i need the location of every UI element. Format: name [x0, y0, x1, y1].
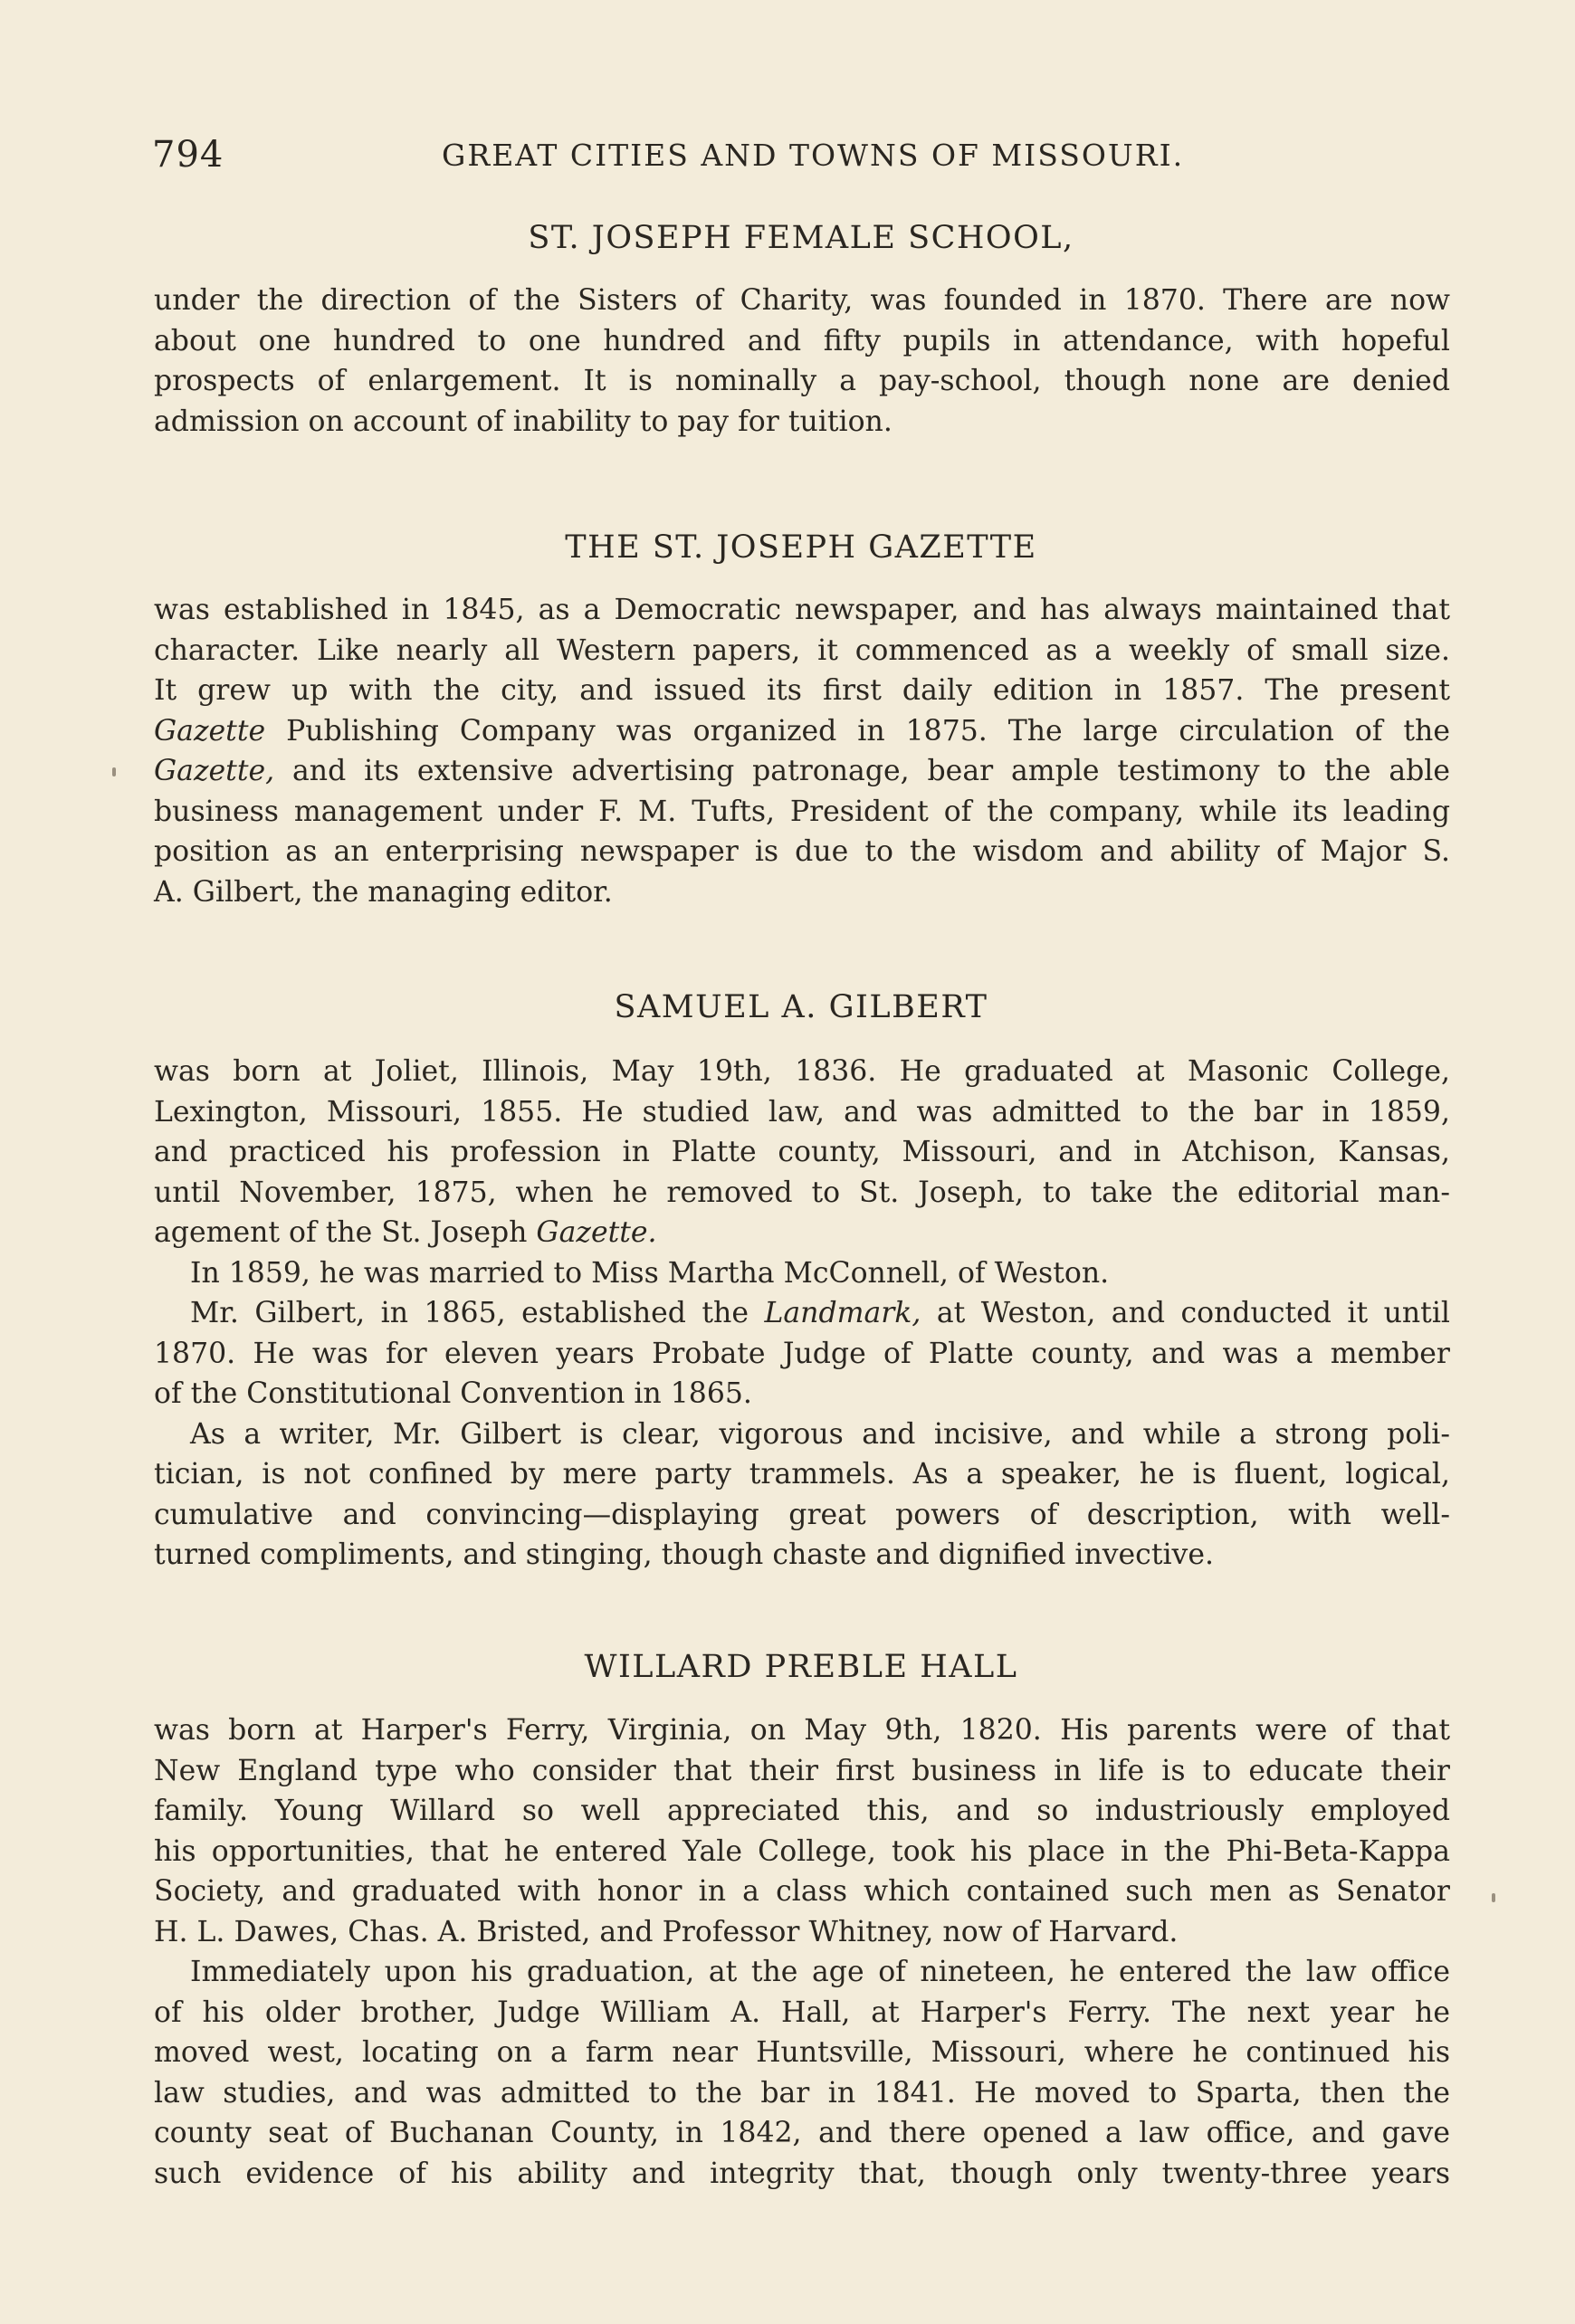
- text-line: of his older brother, Judge William A. Hall, at Harper's Ferry. The next year he: [154, 1995, 1450, 2029]
- text-line: Immediately upon his graduation, at the age of nineteen, he entered the law office: [190, 1956, 1450, 1988]
- text-line: cumulative and convincing—displaying great powers of description, with well-: [154, 1498, 1450, 1531]
- italic-title: Landmark,: [764, 1297, 921, 1329]
- text-line: and practiced his profession in Platte county, Missouri, and in Atchison, Kansas,: [154, 1136, 1450, 1168]
- page-header: [152, 134, 1456, 188]
- page-number: 794: [152, 134, 224, 176]
- text-line: was born at Joliet, Illinois, May 19th, 1836. He graduated at Masonic College,: [154, 1055, 1450, 1088]
- text-line: his opportunities, that he entered Yale College, took his place in the Phi-Beta-Kappa: [154, 1834, 1450, 1868]
- running-title: GREAT CITIES AND TOWNS OF MISSOURI.: [442, 138, 1185, 173]
- paragraph-gazette: [154, 590, 1450, 912]
- text-line: It grew up with the city, and issued its first daily edition in 1857. The present: [154, 674, 1450, 707]
- text-line: was born at Harper's Ferry, Virginia, on May 9th, 1820. His parents were of that: [154, 1714, 1450, 1747]
- text-line: As a writer, Mr. Gilbert is clear, vigorous and incisive, and while a strong poli-: [190, 1417, 1450, 1451]
- section-heading-gazette: THE ST. JOSEPH GAZETTE: [565, 529, 1037, 566]
- text-line: tician, is not confined by mere party trammels. As a speaker, he is fluent, logical,: [154, 1458, 1450, 1491]
- text-line: prospects of enlargement. It is nominally a pay-school, though none are denied: [154, 365, 1450, 397]
- section-heading-gilbert: SAMUEL A. GILBERT: [614, 989, 988, 1025]
- margin-mark: [1492, 1893, 1495, 1902]
- text-line: H. L. Dawes, Chas. A. Bristed, and Professor Whitney, now of Harvard.: [154, 1915, 1179, 1948]
- text-line: Mr. Gilbert, in 1865, established the Landmark, at Weston, and conducted it until: [190, 1297, 1450, 1329]
- margin-mark: [112, 767, 116, 776]
- text-line: In 1859, he was married to Miss Martha McConnell, of Weston.: [190, 1256, 1110, 1290]
- text-line: moved west, locating on a farm near Huntsville, Missouri, where he continued his: [154, 2036, 1450, 2069]
- text-line: [154, 711, 1450, 752]
- text-line: of the Constitutional Convention in 1865.: [154, 1377, 752, 1410]
- text-line: turned compliments, and stinging, though chaste and dignified invective.: [154, 1538, 1215, 1571]
- text-line: family. Young Willard so well appreciated this, and so industriously employed: [154, 1795, 1450, 1827]
- text-line: until November, 1875, when he removed to St. Joseph, to take the editorial man-: [154, 1176, 1450, 1209]
- text-line: law studies, and was admitted to the bar in 1841. He moved to Sparta, then the: [154, 2076, 1450, 2110]
- text-line: was established in 1845, as a Democratic newspaper, and has always maintained that: [154, 594, 1450, 626]
- text-line: character. Like nearly all Western papers, it commenced as a weekly of small size.: [154, 633, 1450, 667]
- text-line: Society, and graduated with honor in a class which contained such men as Senator: [154, 1875, 1450, 1908]
- text-line: admission on account of inability to pay for tuition.: [154, 405, 892, 438]
- text-line: agement of the St. Joseph Gazette.: [154, 1216, 657, 1249]
- text-line: New England type who consider that their first business in life is to educate their: [154, 1754, 1450, 1787]
- paragraph-hall: [154, 1710, 1450, 2194]
- text-line: 1870. He was for eleven years Probate Judge of Platte county, and was a member: [154, 1337, 1450, 1370]
- italic-gazette: Gazette: [154, 714, 266, 748]
- section-heading-female-school: ST. JOSEPH FEMALE SCHOOL,: [528, 220, 1074, 256]
- text-line-rest: and its extensive advertising patronage, bear ample testimony to the able: [274, 755, 1450, 787]
- text-line: such evidence of his ability and integrity that, though only twenty-three years: [154, 2157, 1450, 2190]
- text-line: county seat of Buchanan County, in 1842, and there opened a law office, and gave: [154, 2117, 1450, 2149]
- italic-title: Gazette.: [536, 1216, 657, 1249]
- paragraph-female-school: [154, 281, 1450, 442]
- text-line: Lexington, Missouri, 1855. He studied law, and was admitted to the bar in 1859,: [154, 1095, 1450, 1129]
- text-line: A. Gilbert, the managing editor.: [154, 875, 613, 909]
- text-line: position as an enterprising newspaper is due to the wisdom and ability of Major S.: [154, 835, 1450, 868]
- paragraph-gilbert: [154, 1052, 1450, 1576]
- italic-gazette: Gazette,: [154, 755, 275, 787]
- text-line: under the direction of the Sisters of Charity, was founded in 1870. There are now: [154, 284, 1450, 317]
- text-line: [154, 751, 1450, 792]
- text-line-rest: Publishing Company was organized in 1875. The large circulation of the: [265, 714, 1450, 748]
- text-line: business management under F. M. Tufts, President of the company, while its leading: [154, 795, 1450, 828]
- text-line: about one hundred to one hundred and fifty pupils in attendance, with hopeful: [154, 324, 1450, 357]
- section-heading-hall: WILLARD PREBLE HALL: [584, 1649, 1018, 1685]
